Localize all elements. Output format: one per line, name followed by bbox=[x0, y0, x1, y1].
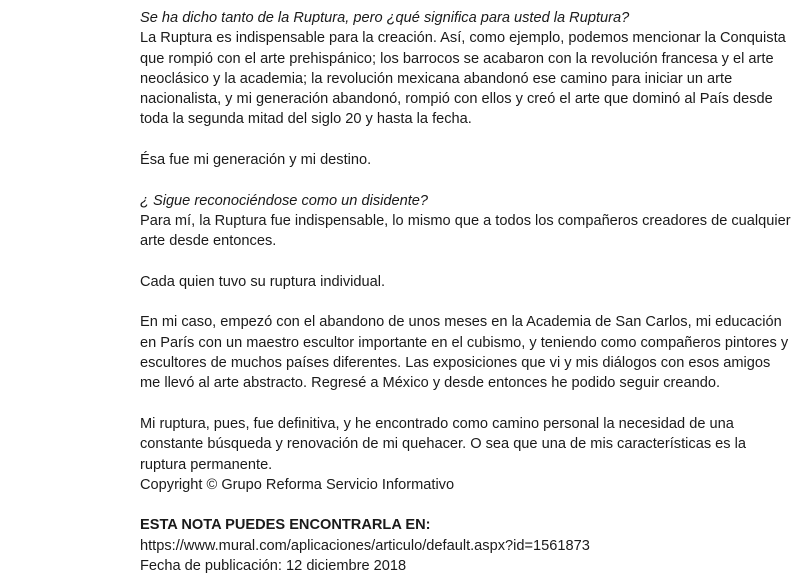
answer-paragraph-1: La Ruptura es indispensable para la creación. Así, como ejemplo, podemos mencionar la Conquista que rompió con el arte prehispánico; los barrocos se acabaron con la revolución francesa y el arte neoclásico y la academia; la revolución mexicana abandonó ese camino para iniciar un arte nacionalista, y mi generación abandonó, rompió con ellos y creó el arte que dominó al País desde toda la segunda mitad del siglo 20 y hasta la fecha. bbox=[140, 30, 786, 128]
spacer bbox=[140, 292, 792, 312]
interview-question-1: Se ha dicho tanto de la Ruptura, pero ¿qué significa para usted la Ruptura? bbox=[140, 10, 630, 26]
spacer bbox=[140, 170, 792, 190]
source-heading: ESTA NOTA PUEDES ENCONTRARLA EN: bbox=[140, 517, 431, 534]
answer-paragraph-4: Cada quien tuvo su ruptura individual. bbox=[140, 273, 386, 290]
spacer bbox=[140, 252, 792, 272]
answer-paragraph-5: En mi caso, empezó con el abandono de unos meses en la Academia de San Carlos, mi educación en París con un maestro escultor importante en el cubismo, y teniendo como compañeros pintores y escultores de muchos países diferentes. Las exposiciones que vi y mis diálogos con esos amigos me llevó al arte abstracto. Regresé a México y desde entonces he podido seguir creando. bbox=[140, 314, 789, 392]
answer-paragraph-6: Mi ruptura, pues, fue definitiva, y he encontrado como camino personal la necesidad de una constante búsqueda y renovación de mi quehacer. O sea que una de mis características es la ruptura permanente. bbox=[140, 415, 746, 473]
spacer bbox=[140, 394, 792, 414]
answer-paragraph-3: Para mí, la Ruptura fue indispensable, lo mismo que a todos los compañeros creadores de cualquier arte desde entonces. bbox=[140, 212, 791, 250]
publication-date: Fecha de publicación: 12 diciembre 2018 bbox=[140, 558, 407, 575]
copyright-notice: Copyright © Grupo Reforma Servicio Informativo bbox=[140, 476, 455, 493]
spacer bbox=[140, 130, 792, 150]
spacer bbox=[140, 495, 792, 515]
source-url[interactable]: https://www.mural.com/aplicaciones/articulo/default.aspx?id=1561873 bbox=[140, 537, 590, 554]
article-body bbox=[140, 8, 792, 576]
answer-paragraph-2: Ésa fue mi generación y mi destino. bbox=[140, 152, 372, 169]
interview-question-2: ¿ Sigue reconociéndose como un disidente? bbox=[140, 192, 429, 209]
